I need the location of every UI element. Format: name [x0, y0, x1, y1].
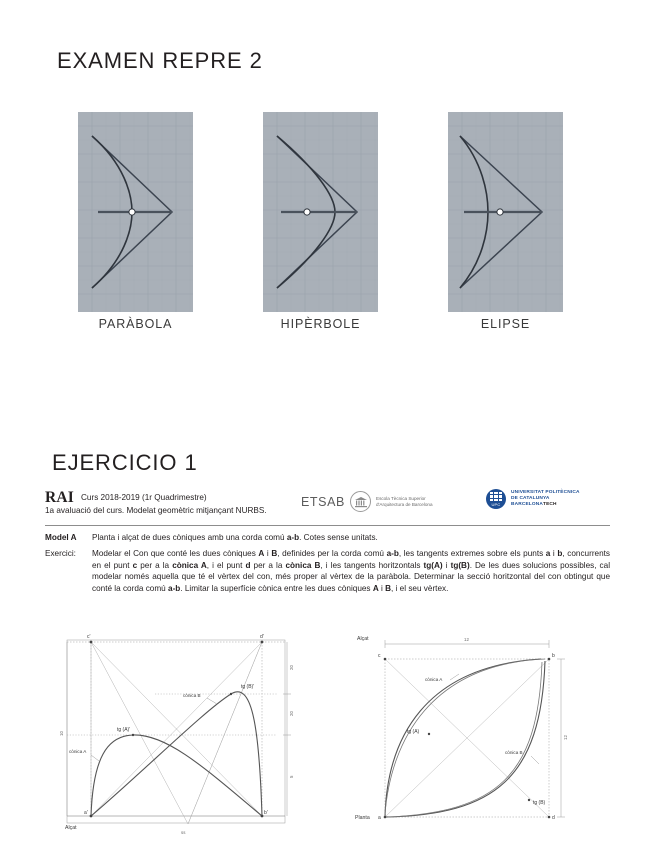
planta-label-conica-b: cònica B — [505, 750, 523, 755]
technical-drawings — [45, 628, 610, 843]
row-label-model: Model A — [45, 533, 77, 542]
conic-caption-parabola: PARÀBOLA — [98, 317, 173, 331]
alcat-view-label: Alçat — [65, 825, 77, 831]
upc-logo — [486, 489, 580, 509]
alcat-dim-bottom-value: ss — [181, 830, 186, 835]
alcat-label-a: a' — [84, 810, 88, 816]
conic-figure-ellipse — [448, 112, 563, 312]
planta-dim-right-value: 12 — [563, 735, 568, 740]
drawing-alcat — [55, 628, 305, 845]
alcat-label-c: c' — [87, 634, 91, 640]
alcat-leader-conica-b — [207, 698, 217, 704]
exam-sheet — [45, 489, 610, 599]
alcat-dim-right-v3: 5 — [289, 775, 294, 778]
sheet-row-model — [45, 532, 610, 543]
upc-mark-icon — [486, 489, 506, 509]
alcat-leader-conica-a — [91, 755, 99, 761]
planta-point-a — [384, 816, 387, 819]
conic-caption-ellipse: ELIPSE — [480, 317, 531, 331]
sheet-divider — [45, 525, 610, 526]
section-title: EJERCICIO 1 — [52, 450, 198, 475]
alcat-frame — [67, 640, 285, 823]
planta-leader-conica-a — [450, 674, 459, 680]
upc-mark-label: UPC — [491, 501, 501, 507]
alcat-dim-right-v1: 20 — [289, 665, 294, 670]
classical-building-icon — [354, 496, 368, 508]
parabola-diagram — [78, 112, 193, 312]
alcat-label-conica-a: cònica A — [69, 749, 87, 754]
upc-line2: DE CATALUNYA — [511, 495, 550, 501]
planta-dim-top-value: 12 — [464, 637, 469, 642]
etsab-building-icon — [350, 491, 371, 512]
row-text-model: Planta i alçat de dues còniques amb una corda comú a-b. Cotes sense unitats. — [92, 533, 378, 542]
alcat-point-tg-b — [230, 693, 232, 695]
focus-point — [129, 209, 135, 215]
alcat-conica-b-curve — [91, 692, 262, 816]
sheet-rows — [45, 532, 610, 594]
sheet-header — [45, 489, 610, 523]
sheet-row-exercici — [45, 548, 610, 594]
upc-line3-barcelona: BARCELONA — [511, 502, 543, 508]
alcat-point-c — [90, 641, 93, 644]
page-title: EXAMEN REPRE 2 — [57, 48, 263, 73]
ellipse-diagram — [448, 112, 563, 312]
focus-point — [497, 209, 503, 215]
alcat-label-conica-b: cònica B — [183, 693, 201, 698]
etsab-line1: Escola Tècnica Superior — [376, 495, 426, 501]
upc-line1: UNIVERSITAT POLITÈCNICA — [511, 489, 580, 495]
row-text-exercici: Modelar el Con que conté les dues còniques A i B, definides per la corda comú a-b, les tangents extremes sobre els punts a i b, concurrents en el punt c per a la cònica A, i el punt d per a la cònica B, i les tangents horitzontals tg(A) i tg(B). De les dues solucions possibles, cal modelar només aquella que té el vèrtex del con, més proper al vèrtex de la paràbola. Determinar la secció horitzontal del con obtingut que conté la corda comú a-b. Limitar la superfície cònica entre les dues còniques A i B, i el seu vèrtex. — [92, 549, 611, 593]
upc-line3-tech: TECH — [543, 502, 557, 508]
planta-label-c: c — [378, 653, 381, 659]
etsab-logo — [301, 491, 433, 512]
alcat-tangent-v-b — [188, 642, 262, 824]
hyperbola-diagram — [263, 112, 378, 312]
course-term: Curs 2018-2019 (1r Quadrimestre) — [81, 493, 207, 502]
planta-label-d: d — [552, 815, 555, 821]
sheet-subtitle: 1a avaluació del curs. Modelat geomètric mitjançant NURBS. — [45, 506, 267, 515]
planta-label-a: a — [378, 815, 381, 821]
conic-figure-parabola — [78, 112, 193, 312]
course-code: RAI — [45, 489, 75, 506]
planta-conica-a-curve — [385, 659, 541, 817]
planta-point-b — [548, 658, 551, 661]
alcat-point-tg-a — [132, 734, 134, 736]
alcat-conica-a-curve — [91, 735, 262, 816]
planta-view-label-bottom: Planta — [355, 815, 370, 821]
upc-line3 — [511, 502, 580, 508]
alcat-point-d — [261, 641, 264, 644]
conic-figure-hyperbola — [263, 112, 378, 312]
alcat-point-b — [261, 815, 264, 818]
etsab-line2: d'Arquitectura de Barcelona — [376, 501, 433, 507]
alcat-point-a — [90, 815, 93, 818]
upc-grid-pattern — [490, 492, 502, 501]
etsab-fullname — [376, 496, 433, 508]
planta-point-tg-b — [528, 799, 530, 801]
planta-label-tg-a: tg (A) — [407, 729, 420, 735]
alcat-dim-left-value: 10 — [59, 731, 64, 736]
upc-fullname — [511, 490, 580, 509]
planta-view-label-top: Alçat — [357, 636, 369, 642]
alcat-dim-right-v2: 20 — [289, 711, 294, 716]
planta-point-tg-a — [428, 733, 430, 735]
planta-label-tg-b: tg (B) — [533, 800, 546, 806]
planta-label-conica-a: cònica A — [425, 677, 443, 682]
alcat-dimensions — [67, 642, 291, 816]
planta-svg — [345, 628, 595, 840]
alcat-label-b: b' — [264, 810, 268, 816]
conic-figures-row — [78, 112, 578, 331]
planta-leader-conica-b — [531, 756, 539, 764]
planta-conica-b-curve2 — [388, 662, 542, 817]
alcat-label-d: d' — [260, 634, 264, 640]
focus-point — [304, 209, 310, 215]
planta-point-c — [384, 658, 387, 661]
row-label-exercici: Exercici: — [45, 549, 76, 559]
alcat-label-tg-b: tg (B)' — [241, 684, 255, 690]
alcat-svg — [55, 628, 305, 840]
alcat-label-tg-a: tg (A)' — [117, 727, 131, 733]
alcat-tangent-c-v — [91, 642, 188, 824]
planta-point-d — [548, 816, 551, 819]
conic-caption-hyperbola: HIPÈRBOLE — [280, 317, 361, 331]
drawing-planta — [345, 628, 595, 845]
etsab-wordmark: ETSAB — [301, 494, 345, 509]
planta-label-b: b — [552, 653, 555, 659]
